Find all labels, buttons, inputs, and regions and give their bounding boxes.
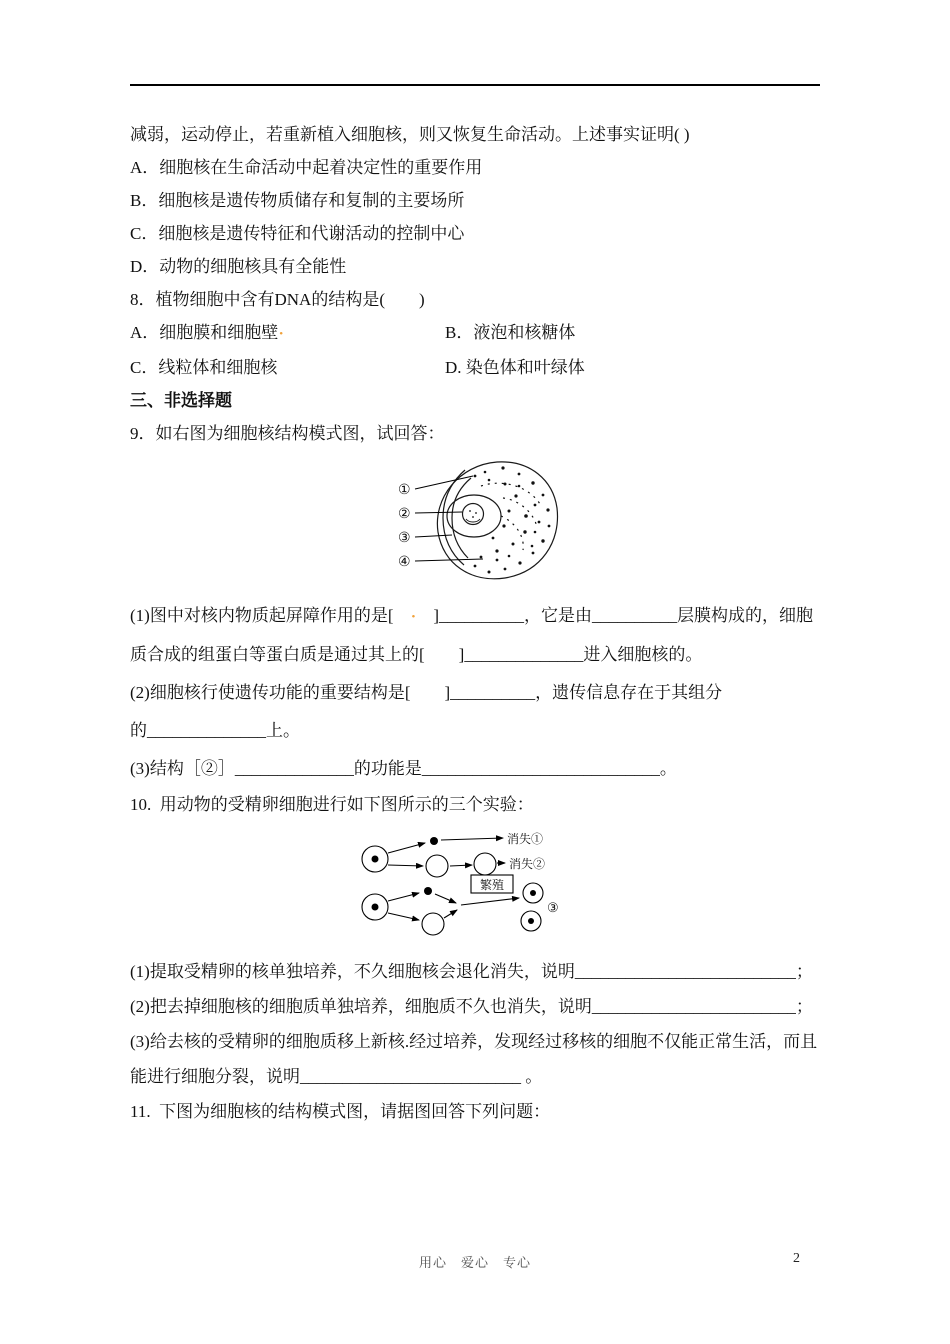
enucleated-cytoplasm-1	[426, 855, 448, 877]
q8-option-a-text: A．细胞膜和细胞壁	[130, 323, 279, 342]
orange-dot: •	[279, 328, 284, 340]
q7-option-a: A．细胞核在生命活动中起着决定性的重要作用	[130, 158, 483, 177]
footer-motto: 用心 爱心 专心	[418, 1255, 531, 1270]
q11-stem: 11. 下图为细胞核的结构模式图，请据图回答下列问题：	[130, 1102, 551, 1121]
label-3: ③	[398, 531, 411, 546]
q8-option-d: D. 染色体和叶绿体	[445, 358, 585, 377]
q10-sub3-line2: 能进行细胞分裂，说明__________________________ 。	[130, 1067, 543, 1086]
q7-option-b: B．细胞核是遗传物质储存和复制的主要场所	[130, 191, 465, 210]
label-4: ④	[398, 555, 411, 570]
q9-sub2-line2: 的______________上。	[130, 721, 300, 740]
q8-stem: 8．植物细胞中含有DNA的结构是( )	[130, 290, 425, 309]
nucleus-diagram-svg	[385, 456, 655, 588]
experiment-diagram	[345, 825, 820, 948]
question7-stem-continuation: 减弱，运动停止，若重新植入细胞核，则又恢复生命活动。上述事实证明( )	[130, 125, 690, 144]
q7-option-c: C．细胞核是遗传特征和代谢活动的控制中心	[130, 224, 465, 243]
q9-sub1-text-b: ]__________，它是由__________层膜构成的，细胞	[416, 606, 814, 625]
isolated-nucleus-2	[424, 887, 432, 895]
page-number: 2	[793, 1251, 800, 1266]
q9-sub2-line1: (2)细胞核行使遗传功能的重要结构是[ ]__________，遗传信息存在于其组分	[130, 683, 723, 702]
q7-option-d: D．动物的细胞核具有全能性	[130, 257, 347, 276]
q8-option-b: B．液泡和核糖体	[445, 323, 576, 342]
reproduce-label: 繁殖	[479, 878, 505, 892]
q9-sub1-line1	[130, 597, 820, 636]
experiment-diagram-svg	[345, 825, 595, 943]
q9-sub1-text-a: (1)图中对核内物质起屏障作用的是[	[130, 606, 411, 625]
q9-stem: 9．如右图为细胞核结构模式图，试回答：	[130, 424, 445, 443]
page-content	[0, 84, 950, 1129]
q10-sub3-line1: (3)给去核的受精卵的细胞质移上新核.经过培养，发现经过移核的细胞不仅能正常生活，而且	[130, 1032, 818, 1051]
q8-options-row1	[130, 316, 820, 351]
label-2: ②	[398, 507, 411, 522]
q9-sub3: (3)结构［②］______________的功能是____________________________。	[130, 759, 677, 778]
section3-heading: 三、非选择题	[130, 391, 232, 410]
q8-options-row2	[130, 351, 820, 384]
header-divider	[130, 84, 820, 86]
q9-sub1-line2: 质合成的组蛋白等蛋白质是通过其上的[ ]______________进入细胞核的。	[130, 645, 703, 664]
enucleated-cytoplasm-3	[422, 913, 444, 935]
nucleus-diagram-labels	[398, 483, 411, 570]
isolated-nucleus-1	[430, 837, 438, 845]
result-number-label: ③	[547, 900, 559, 915]
nuclei-dots	[372, 837, 537, 924]
enucleated-cytoplasm-2	[474, 853, 496, 875]
label-1: ①	[398, 483, 411, 498]
disappear2-label: 消失②	[509, 857, 546, 871]
q10-stem: 10. 用动物的受精卵细胞进行如下图所示的三个实验：	[130, 795, 534, 814]
q8-option-c: C．线粒体和细胞核	[130, 358, 278, 377]
q10-sub1: (1)提取受精卵的核单独培养，不久细胞核会退化消失，说明__________________________；	[130, 962, 813, 981]
nucleus-diagram	[385, 456, 820, 593]
q10-sub2: (2)把去掉细胞核的细胞质单独培养，细胞质不久也消失，说明________________________；	[130, 997, 813, 1016]
q8-option-a	[130, 316, 445, 351]
disappear1-label: 消失①	[507, 832, 544, 846]
orange-dot: •	[411, 611, 416, 623]
